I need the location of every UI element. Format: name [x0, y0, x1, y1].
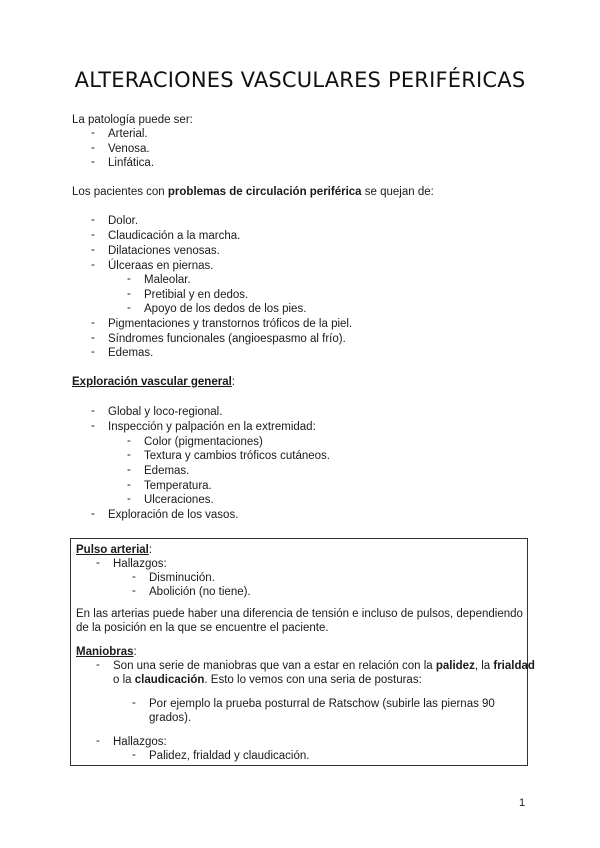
hallazgos-label: Hallazgos:: [113, 558, 167, 570]
sub-list-item: Textura y cambios tróficos cutáneos.: [144, 450, 330, 462]
intro-text: La patología puede ser:: [72, 114, 193, 126]
sub-list-item: Apoyo de los dedos de los pies.: [144, 303, 307, 315]
page-number: 1: [519, 797, 526, 809]
list-item: Dolor.: [108, 215, 139, 227]
hallazgos-label: Hallazgos:: [113, 736, 167, 748]
list-item: Edemas.: [108, 347, 154, 359]
sub-list-item: Disminución.: [149, 572, 215, 584]
sub-list-item: Edemas.: [144, 465, 190, 477]
sub-list-item: Palidez, frialdad y claudicación.: [149, 750, 310, 762]
list-item: Dilataciones venosas.: [108, 245, 220, 257]
sub-list-item: Ulceraciones.: [144, 494, 214, 506]
list-item: Venosa.: [108, 143, 150, 155]
list-item: Global y loco-regional.: [108, 406, 223, 418]
list-item: Claudicación a la marcha.: [108, 230, 241, 242]
example-line: Por ejemplo la prueba posturral de Ratschow (subirle las piernas 90: [149, 698, 495, 710]
pulse-heading: Pulso arterial:: [76, 544, 153, 556]
sub-list-item: Pretibial y en dedos.: [144, 289, 249, 301]
pulse-paragraph-line: de la posición en la que se encuentre el paciente.: [76, 622, 329, 634]
page-title: ALTERACIONES VASCULARES PERIFÉRICAS: [74, 68, 526, 92]
list-item: Inspección y palpación en la extremidad:: [108, 421, 316, 433]
maniobras-line: o la claudicación. Esto lo vemos con una seria de posturas:: [113, 674, 422, 686]
list-item: Síndromes funcionales (angioespasmo al frío).: [108, 333, 346, 345]
sub-list-item: Abolición (no tiene).: [149, 586, 251, 598]
pulse-box: [70, 538, 528, 766]
exploration-heading: Exploración vascular general:: [72, 376, 235, 388]
pulse-paragraph-line: En las arterias puede haber una diferencia de tensión e incluso de pulsos, dependiendo: [76, 608, 523, 620]
patients-text: Los pacientes con problemas de circulación periférica se quejan de:: [72, 186, 434, 198]
list-item: Úlceraas en piernas.: [108, 260, 214, 272]
list-item: Arterial.: [108, 128, 148, 140]
maniobras-line: Son una serie de maniobras que van a estar en relación con la palidez, la frialdad: [113, 660, 535, 672]
list-item: Exploración de los vasos.: [108, 509, 239, 521]
maniobras-heading: Maniobras:: [76, 646, 137, 658]
sub-list-item: Temperatura.: [144, 480, 212, 492]
example-line: grados).: [149, 712, 192, 724]
sub-list-item: Maleolar.: [144, 274, 191, 286]
list-item: Linfática.: [108, 157, 155, 169]
list-item: Pigmentaciones y transtornos tróficos de la piel.: [108, 318, 353, 330]
sub-list-item: Color (pigmentaciones): [144, 436, 263, 448]
